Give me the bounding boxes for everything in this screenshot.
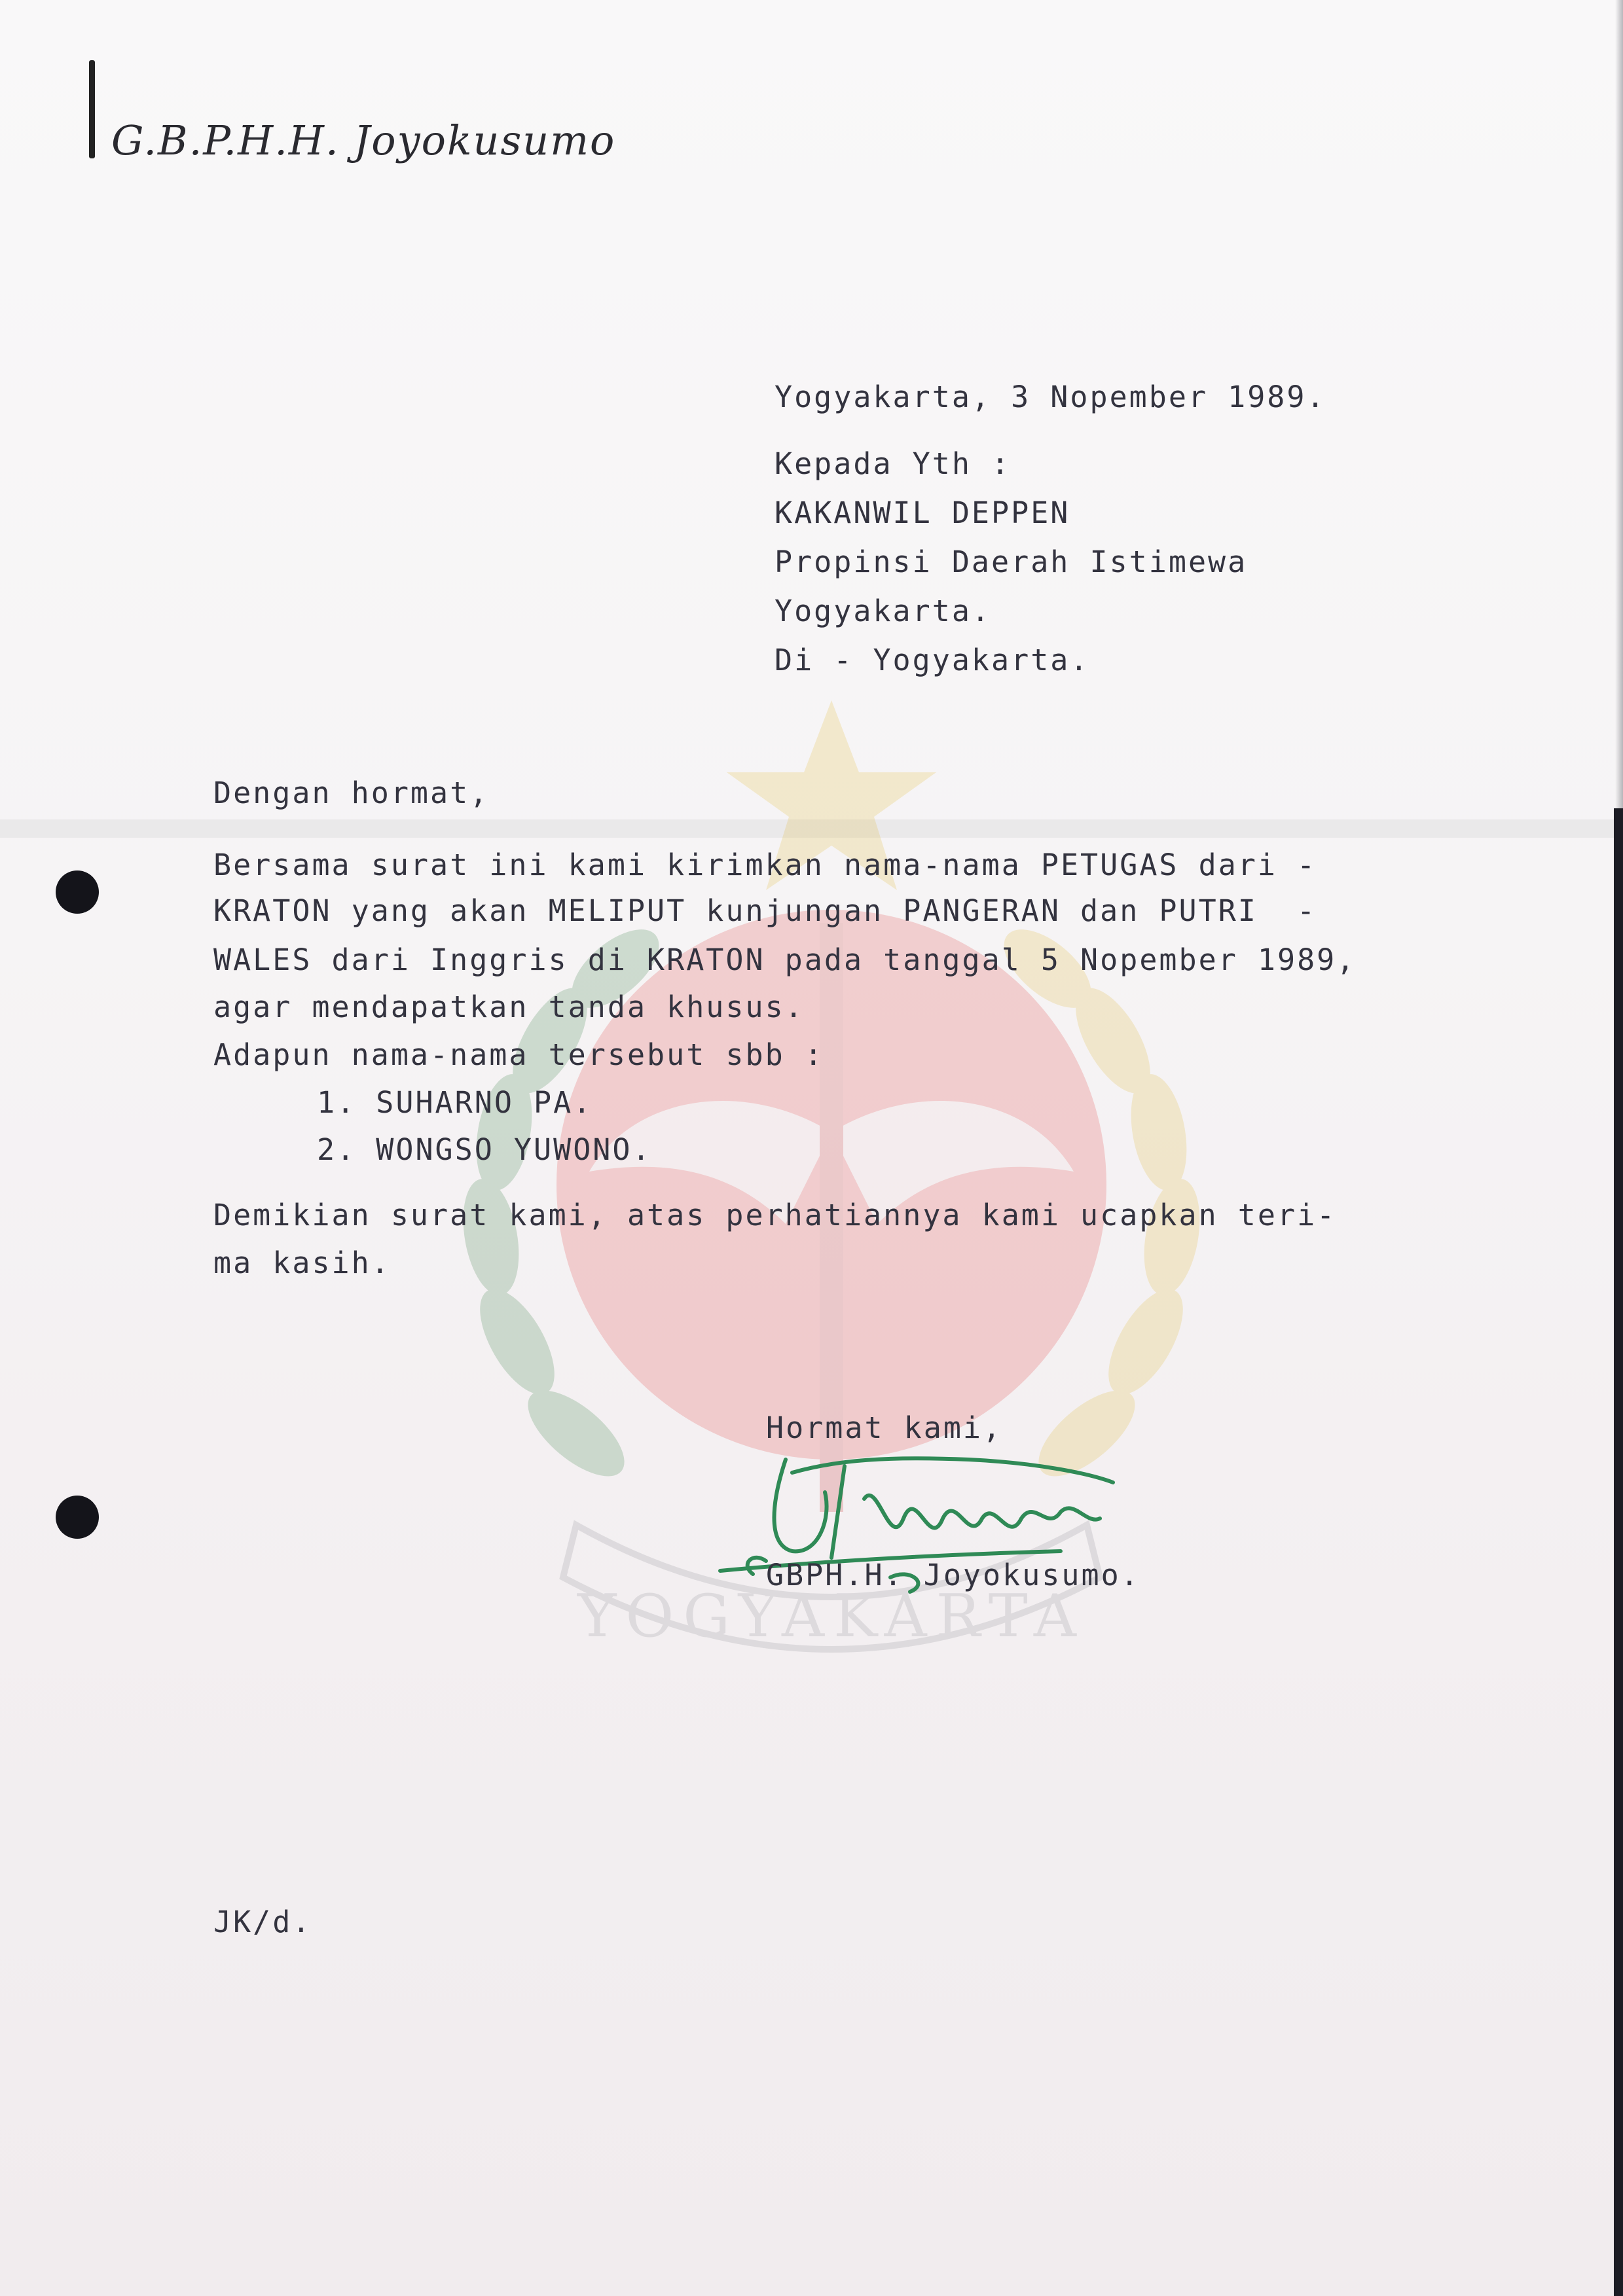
recipient-line-5: Di - Yogyakarta. xyxy=(775,643,1090,677)
body-line-5: Adapun nama-nama tersebut sbb : xyxy=(213,1037,824,1072)
body-line-2: KRATON yang akan MELIPUT kunjungan PANGERAN dan PUTRI - xyxy=(213,893,1317,928)
signatory-name: GBPH.H. Joyokusumo. xyxy=(766,1558,1140,1592)
recipient-line-4: Yogyakarta. xyxy=(775,594,992,628)
punch-hole-upper xyxy=(56,870,99,914)
recipient-line-3: Propinsi Daerah Istimewa xyxy=(775,545,1248,579)
name-item-1: 1. SUHARNO PA. xyxy=(317,1085,593,1120)
body-line-1: Bersama surat ini kami kirimkan nama-nama PETUGAS dari - xyxy=(213,848,1317,882)
recipient-line-2: KAKANWIL DEPPEN xyxy=(775,495,1070,530)
closing-line-1: Demikian surat kami, atas perhatiannya kami ucapkan teri- xyxy=(213,1198,1337,1232)
closing-line-2: ma kasih. xyxy=(213,1246,391,1280)
recipient-line-1: Kepada Yth : xyxy=(775,446,1012,481)
letterhead-mark xyxy=(89,60,95,158)
date-line: Yogyakarta, 3 Nopember 1989. xyxy=(775,380,1326,414)
scan-edge-bar xyxy=(1614,808,1623,2296)
closing-greeting: Hormat kami, xyxy=(766,1410,1003,1445)
body-line-4: agar mendapatkan tanda khusus. xyxy=(213,990,805,1024)
salutation: Dengan hormat, xyxy=(213,776,490,810)
reference-code: JK/d. xyxy=(213,1905,312,1939)
letterhead: G.B.P.H.H. Joyokusumo xyxy=(111,117,616,164)
punch-hole-lower xyxy=(56,1496,99,1539)
seal-ribbon-text: YOGYAKARTA xyxy=(577,1582,1085,1651)
name-item-2: 2. WONGSO YUWONO. xyxy=(317,1132,652,1167)
body-line-3: WALES dari Inggris di KRATON pada tanggal 5 Nopember 1989, xyxy=(213,942,1357,977)
